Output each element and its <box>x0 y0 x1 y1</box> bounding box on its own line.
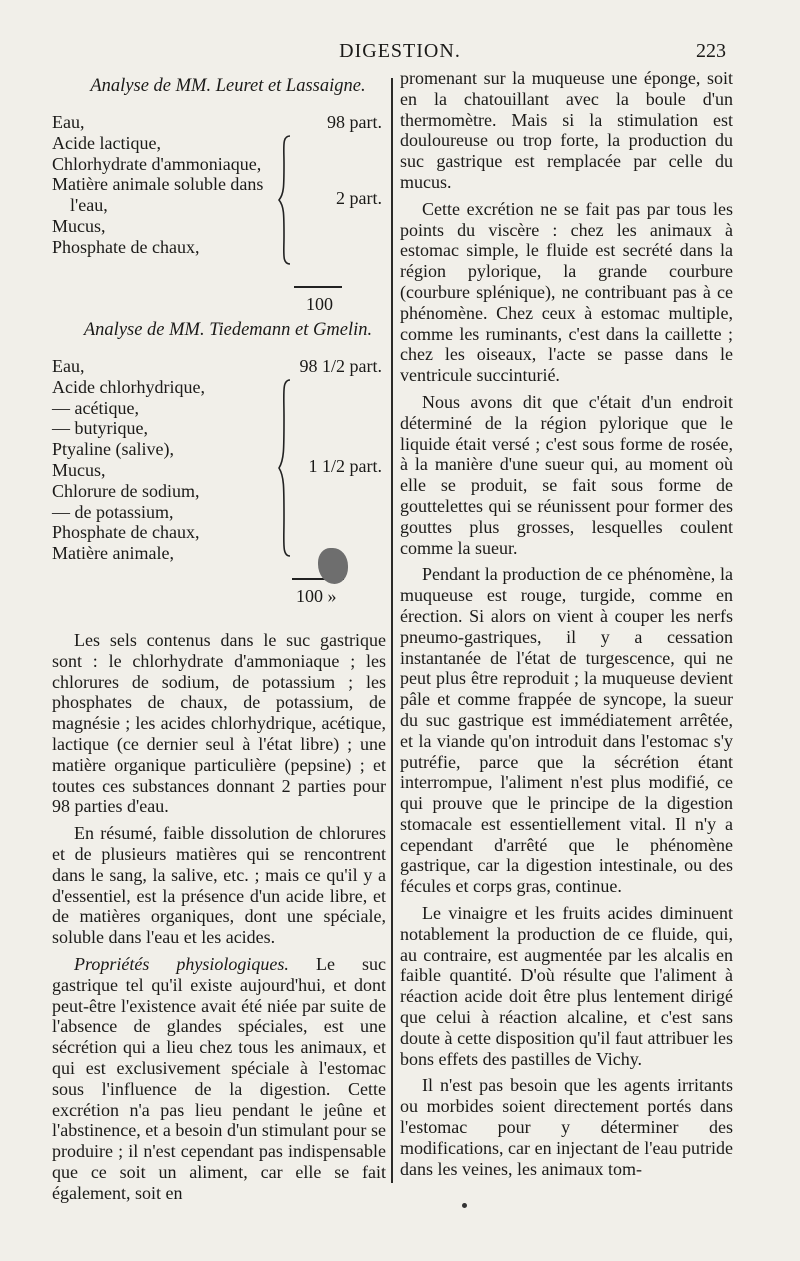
right-column <box>400 68 733 1185</box>
analysis-row-label: l'eau, <box>70 195 108 216</box>
section-heading: Propriétés physiologiques. <box>74 953 289 974</box>
analysis-row-label: — acétique, <box>52 397 139 418</box>
analysis-total: 100 <box>306 294 333 314</box>
analysis-row <box>52 377 386 398</box>
page-number: 223 <box>696 40 726 62</box>
ink-blot <box>318 548 348 584</box>
paragraph-text: Le suc gastrique tel qu'il existe aujourd'hui, et dont peut-être l'existence avait été niée par suite de l'absence de glandes spéciales, est une sécrétion qui a lieu chez tous les animaux, et qui est exclusivement spéciale à l'estomac sous l'influence de la digestion. Cette excrétion n'a pas lieu pendant le jeûne et l'abstinence, et a besoin d'un stimulant pour se produire ; il n'est cependant pas indispensable que ce soit un aliment, car elle se fait également, soit en <box>52 953 386 1203</box>
page-mark <box>462 1203 467 1208</box>
paragraph: Le vinaigre et les fruits acides diminuent notablement la production de ce fluide, qui, au contraire, est augmentée par les alcalis en faible quantité. D'où résulte que l'aliment à réaction acide doit être plus lentement dirigé que celui à réaction alcaline, et c'est sans doute à cette disposition qu'il faut attribuer les bons effets des pastilles de Vichy. <box>400 903 733 1069</box>
analysis-2-title: Analyse de MM. Tiedemann et Gmelin. <box>83 320 373 340</box>
analysis-row-label: Chlorhydrate d'ammoniaque, <box>52 153 262 174</box>
analysis-row <box>52 133 386 154</box>
paragraph: Pendant la production de ce phénomène, la muqueuse est rouge, turgide, comme en érection. Si alors on vient à couper les nerfs pneumo-gastriques, il y a cessation instantanée de l'état de turgescence, qui ne peut plus être reproduit ; la muqueuse devient pâle et comme frappée de syncope, la sueur du suc gastrique est immédiatement arrêtée, et la viande qu'on introduit dans l'estomac s'y putréfie, parce que la sécrétion étant interrompue, l'aliment n'est plus modifié, ce qui prouve que le principe de la digestion stomacale est essentiellement vital. Il n'y a cependant d'arrêté que le phénomène gastrique, car la digestion intestinale, ou des fécules et corps gras, continue. <box>400 564 733 897</box>
analysis-row <box>52 418 386 439</box>
paragraph: Les sels contenus dans le suc gastrique sont : le chlorhydrate d'ammoniaque ; les chlorures de sodium, de potassium ; les phosphates de chaux, de potassium, de magnésie ; les acides chlorhydrique, acétique, lactique (ce dernier seul à l'état libre) ; une matière organique particulière (pepsine) ; et toutes ces substances donnant 2 parties pour 98 parties d'eau. <box>52 630 386 817</box>
analysis-row <box>52 237 386 258</box>
paragraph: Cette excrétion ne se fait pas par tous les points du viscère : chez les animaux à estomac simple, le fluide est secrété dans la région pylorique, la grande courbure (courbure splénique), ne contribuant pas à ce phénomène. Chez ceux à estomac multiple, comme les ruminants, c'est dans la caillette ; chez les oiseaux, l'acte se passe dans le ventricule succinturié. <box>400 198 733 386</box>
analysis-row <box>52 502 386 523</box>
analysis-row-label: — butyrique, <box>52 418 148 439</box>
analysis-1-title: Analyse de MM. Leuret et Lassaigne. <box>90 76 366 96</box>
brace-icon <box>278 134 292 266</box>
analysis-row-value: 98 part. <box>327 112 382 132</box>
left-column <box>52 74 386 1210</box>
analysis-row-label: Eau, <box>52 112 85 132</box>
analysis-row-label: Mucus, <box>52 459 106 480</box>
column-divider <box>391 78 393 1183</box>
analysis-row <box>52 398 386 419</box>
analysis-row <box>52 522 386 543</box>
analysis-row-label: Mucus, <box>52 215 106 236</box>
paragraph: Nous avons dit que c'était d'un endroit déterminé de la région pylorique que le liquide était versé ; c'est sous forme de rosée, à la manière d'une sueur qui, au moment où elle se produit, se fait sous forme de gouttelettes qui se réunissent pour former des gouttes plus grosses, lesquelles coulent comme la sueur. <box>400 391 733 558</box>
paragraph: Il n'est pas besoin que les agents irritants ou morbides soient directement portés dans l'estomac pour y déterminer des modifications, car en injectant de l'eau putride dans les veines, les animaux tom- <box>400 1075 733 1179</box>
analysis-row <box>52 481 386 502</box>
analysis-group-value: 2 part. <box>336 188 382 208</box>
analysis-row-label: Ptyaline (salive), <box>52 439 174 460</box>
analysis-row <box>52 356 386 377</box>
paragraph: promenant sur la muqueuse une éponge, soit en la chatouillant avec la boule d'un thermomètre. Mais si la stimulation est douloureuse ou trop forte, la production du suc gastrique est remplacée par celle du mucus. <box>400 68 733 192</box>
analysis-row <box>52 154 386 175</box>
running-header-title: DIGESTION. <box>339 40 461 62</box>
analysis-row-label: Matière animale, <box>52 543 174 564</box>
analysis-row-label: Acide chlorhydrique, <box>52 376 205 397</box>
physiology-paragraph <box>52 954 386 1204</box>
brace-icon <box>278 378 292 558</box>
analysis-1-table <box>52 112 386 314</box>
paragraph: En résumé, faible dissolution de chlorures et de plusieurs matières qui se rencontrent dans le sang, la salive, etc. ; mais ce qu'il y a d'essentiel, est la présence d'un acide libre, et de matières organiques, dont une spéciale, soluble dans l'eau et les acides. <box>52 823 386 948</box>
analysis-row <box>52 112 386 133</box>
analysis-row-value: 98 1/2 part. <box>299 356 382 376</box>
analysis-row-label: Phosphate de chaux, <box>52 522 200 543</box>
analysis-row-label: Acide lactique, <box>52 132 161 153</box>
analysis-total: 100 » <box>296 586 337 606</box>
analysis-row-label: — de potassium, <box>52 501 174 522</box>
analysis-group-value: 1 1/2 part. <box>308 456 382 476</box>
analysis-row-label: Matière animale soluble dans <box>52 174 264 195</box>
analysis-row-label: Eau, <box>52 356 85 376</box>
analysis-row <box>52 216 386 237</box>
analysis-row-label: Chlorure de sodium, <box>52 480 200 501</box>
total-rule <box>294 286 342 288</box>
analysis-row-label: Phosphate de chaux, <box>52 236 200 257</box>
